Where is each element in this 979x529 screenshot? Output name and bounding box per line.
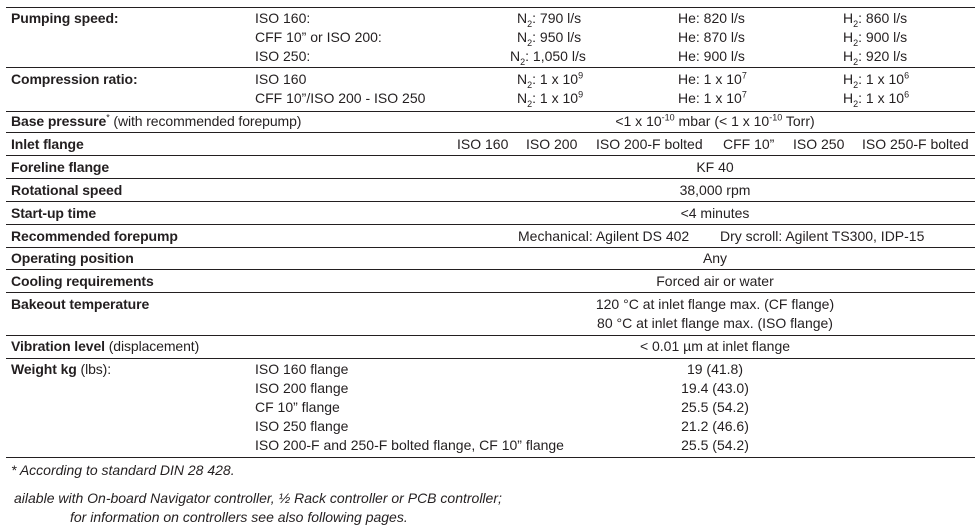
bakeout-cf: 120 °C at inlet flange max. (CF flange) bbox=[595, 296, 835, 312]
operating-position-label: Operating position bbox=[11, 250, 134, 266]
compression-n2: $N_2$: 1 x $10^9$ bbox=[517, 70, 584, 90]
pumping-speed-he: He: 870 l/s bbox=[678, 29, 745, 45]
footnote-standard: * According to standard DIN 28 428. bbox=[11, 462, 235, 478]
inlet-flange-option: ISO 250-F bolted bbox=[862, 136, 969, 152]
weight-flange: ISO 200 flange bbox=[255, 380, 349, 396]
weight-flange: CF 10” flange bbox=[255, 399, 340, 415]
forepump-label: Recommended forepump bbox=[11, 228, 178, 244]
pumping-speed-he: He: 900 l/s bbox=[678, 48, 745, 64]
table-rule bbox=[6, 67, 975, 68]
pumping-speed-n2: $N_2$: 790 l/s bbox=[517, 10, 582, 29]
forepump-dry-scroll: Dry scroll: Agilent TS300, IDP-15 bbox=[720, 228, 925, 244]
weight-label: Weight kg (lbs): bbox=[11, 361, 112, 377]
cooling-label: Cooling requirements bbox=[11, 273, 154, 289]
pumping-speed-n2: $N_2$: 1,050 l/s bbox=[510, 48, 586, 67]
compression-flange: CFF 10”/ISO 200 - ISO 250 bbox=[255, 90, 426, 106]
inlet-flange-option: ISO 200-F bolted bbox=[596, 136, 703, 152]
compression-h2: $H_2$: 1 x $10^6$ bbox=[843, 89, 910, 109]
table-rule bbox=[6, 7, 975, 8]
inlet-flange-option: ISO 160 bbox=[457, 136, 509, 152]
inlet-flange-option: CFF 10” bbox=[723, 136, 775, 152]
table-rule bbox=[6, 155, 975, 156]
base-pressure-label: Base pressure* (with recommended forepump) bbox=[11, 112, 302, 129]
table-rule bbox=[6, 111, 975, 112]
pumping-speed-h2: $H_2$: 920 l/s bbox=[843, 48, 908, 67]
weight-value: 19 (41.8) bbox=[686, 361, 744, 377]
foreline-flange-value: KF 40 bbox=[696, 159, 734, 175]
compression-ratio-label: Compression ratio: bbox=[11, 71, 138, 87]
compression-he: He: 1 x $10^7$ bbox=[678, 89, 747, 106]
startup-time-label: Start-up time bbox=[11, 205, 97, 221]
weight-value: 25.5 (54.2) bbox=[681, 437, 749, 453]
pumping-speed-flange: ISO 160: bbox=[255, 10, 311, 26]
table-rule bbox=[6, 358, 975, 359]
weight-flange: ISO 160 flange bbox=[255, 361, 349, 377]
note-controllers: ailable with On-board Navigator controller, ½ Rack controller or PCB controller; bbox=[14, 490, 502, 506]
forepump-mechanical: Mechanical: Agilent DS 402 bbox=[518, 228, 690, 244]
rotational-speed-label: Rotational speed bbox=[11, 182, 123, 198]
pumping-speed-flange: CFF 10” or ISO 200: bbox=[255, 29, 382, 45]
table-rule bbox=[6, 457, 975, 458]
vibration-label: Vibration level (displacement) bbox=[11, 338, 200, 354]
compression-flange: ISO 160 bbox=[255, 71, 307, 87]
weight-value: 19.4 (43.0) bbox=[681, 380, 749, 396]
vibration-value: < 0.01 µm at inlet flange bbox=[639, 338, 791, 354]
weight-flange: ISO 250 flange bbox=[255, 418, 349, 434]
startup-time-value: <4 minutes bbox=[680, 205, 750, 221]
pumping-speed-n2: $N_2$: 950 l/s bbox=[517, 29, 582, 48]
weight-value: 21.2 (46.6) bbox=[681, 418, 749, 434]
compression-h2: $H_2$: 1 x $10^6$ bbox=[843, 70, 910, 90]
table-rule bbox=[6, 247, 975, 248]
table-rule bbox=[6, 178, 975, 179]
pumping-speed-h2: $H_2$: 860 l/s bbox=[843, 10, 908, 29]
inlet-flange-option: ISO 200 bbox=[526, 136, 578, 152]
table-rule bbox=[6, 292, 975, 293]
table-rule bbox=[6, 335, 975, 336]
cooling-value: Forced air or water bbox=[656, 273, 774, 289]
pumping-speed-flange: ISO 250: bbox=[255, 48, 311, 64]
bakeout-iso: 80 °C at inlet flange max. (ISO flange) bbox=[597, 315, 833, 331]
inlet-flange-option: ISO 250 bbox=[793, 136, 845, 152]
weight-flange: ISO 200-F and 250-F bolted flange, CF 10” flange bbox=[255, 437, 564, 453]
pumping-speed-he: He: 820 l/s bbox=[678, 10, 745, 26]
base-pressure-value: <1 x $10^{-10}$ mbar (< 1 x $10^{-10}$ Torr) bbox=[615, 112, 815, 129]
operating-position-value: Any bbox=[702, 250, 728, 266]
pumping-speed-label: Pumping speed: bbox=[11, 10, 119, 26]
inlet-flange-label: Inlet flange bbox=[11, 136, 84, 152]
table-rule bbox=[6, 201, 975, 202]
foreline-flange-label: Foreline flange bbox=[11, 159, 110, 175]
note-controllers-more: for information on controllers see also following pages. bbox=[70, 509, 408, 525]
compression-n2: $N_2$: 1 x $10^9$ bbox=[517, 89, 584, 109]
pumping-speed-h2: $H_2$: 900 l/s bbox=[843, 29, 908, 48]
compression-he: He: 1 x $10^7$ bbox=[678, 70, 747, 87]
table-rule bbox=[6, 269, 975, 270]
table-rule bbox=[6, 224, 975, 225]
rotational-speed-value: 38,000 rpm bbox=[679, 182, 751, 198]
table-rule bbox=[6, 132, 975, 133]
bakeout-label: Bakeout temperature bbox=[11, 296, 150, 312]
weight-value: 25.5 (54.2) bbox=[681, 399, 749, 415]
